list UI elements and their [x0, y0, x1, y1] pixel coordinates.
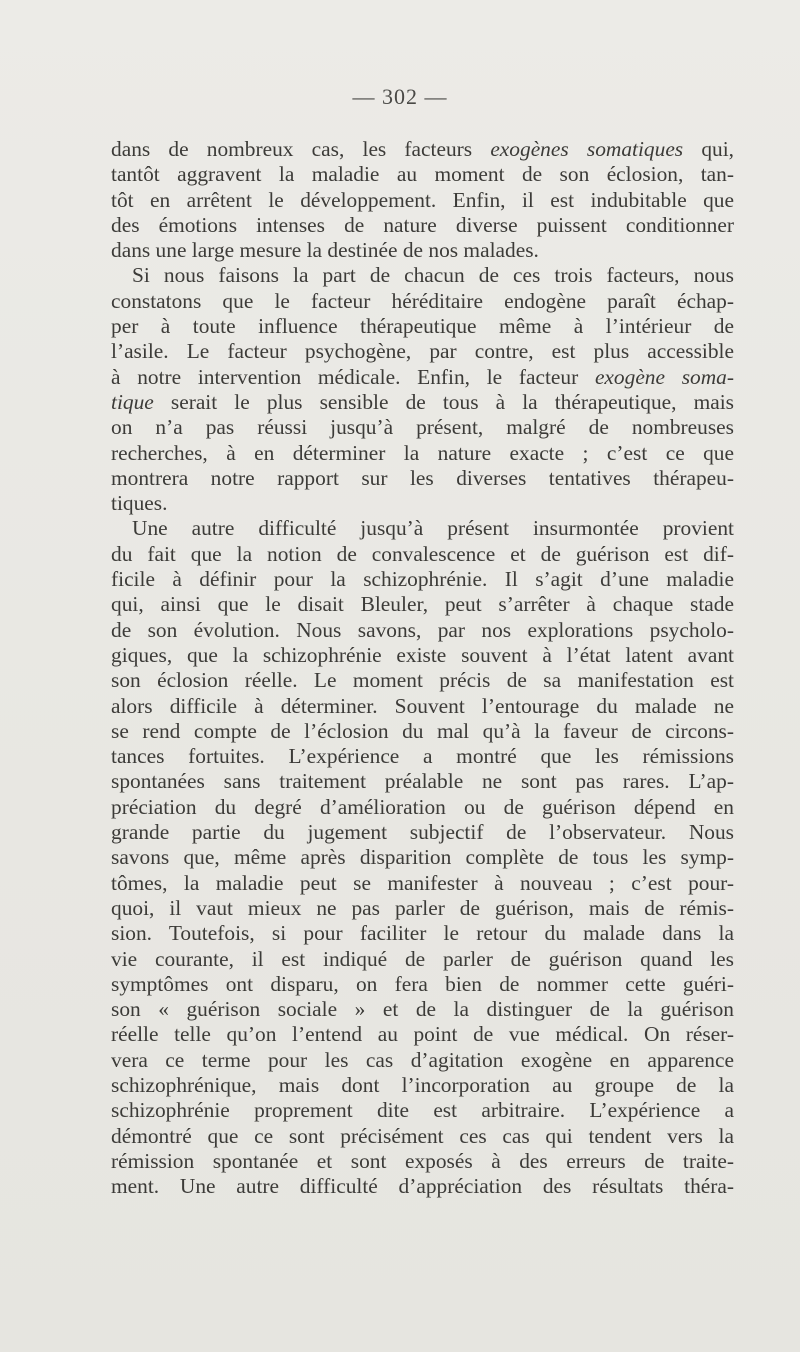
text-line: réelle telle qu’on l’entend au point de vue médical. On réser- [111, 1022, 734, 1047]
text-line: du fait que la notion de convalescence et de guérison est dif- [111, 541, 734, 566]
text-line: ment. Une autre difficulté d’appréciation des résultats théra- [111, 1174, 734, 1199]
paragraph [111, 516, 734, 1199]
text-line: qui, ainsi que le disait Bleuler, peut s’arrêter à chaque stade [111, 592, 734, 617]
text-line: à notre intervention médicale. Enfin, le facteur exogène soma- [111, 364, 734, 389]
text-line: ficile à définir pour la schizophrénie. Il s’agit d’une maladie [111, 567, 734, 592]
paragraph [111, 137, 734, 263]
text-line: rémission spontanée et sont exposés à des erreurs de traite- [111, 1148, 734, 1173]
text-line: on n’a pas réussi jusqu’à présent, malgré de nombreuses [111, 415, 734, 440]
text-line: Si nous faisons la part de chacun de ces trois facteurs, nous [132, 263, 734, 288]
text-line: dans une large mesure la destinée de nos malades. [111, 238, 539, 263]
text-line: montrera notre rapport sur les diverses tentatives thérapeu- [111, 465, 734, 490]
text-line: giques, que la schizophrénie existe souvent à l’état latent avant [111, 642, 734, 667]
text-line: constatons que le facteur héréditaire endogène paraît échap- [111, 288, 734, 313]
text-line: tique serait le plus sensible de tous à la thérapeutique, mais [111, 389, 734, 414]
italic-term: tique [111, 389, 154, 414]
text-line: tômes, la maladie peut se manifester à nouveau ; c’est pour- [111, 870, 734, 895]
italic-term: exogène soma- [594, 364, 734, 389]
text-line: schizophrénie proprement dite est arbitraire. L’expérience a [111, 1098, 734, 1123]
text-line: spontanées sans traitement préalable ne sont pas rares. L’ap- [111, 769, 734, 794]
text-line: son « guérison sociale » et de la distinguer de la guérison [111, 997, 734, 1022]
text-line: grande partie du jugement subjectif de l’observateur. Nous [111, 820, 734, 845]
text-line: tances fortuites. L’expérience a montré que les rémissions [111, 744, 734, 769]
text-line: de son évolution. Nous savons, par nos explorations psycholo- [111, 617, 734, 642]
text-line: tôt en arrêtent le développement. Enfin, il est indubitable que [111, 187, 734, 212]
text-line: son éclosion réelle. Le moment précis de sa manifestation est [111, 668, 734, 693]
text-line: tantôt aggravent la maladie au moment de son éclosion, tan- [111, 162, 734, 187]
text-line: per à toute influence thérapeutique même à l’intérieur de [111, 314, 734, 339]
italic-term: exogènes somatiques [490, 137, 684, 161]
text-line: Une autre difficulté jusqu’à présent insurmontée provient [132, 516, 734, 541]
text-line: se rend compte de l’éclosion du mal qu’à la faveur de circons- [111, 718, 734, 743]
text-line: savons que, même après disparition complète de tous les symp- [111, 845, 734, 870]
text-line: vie courante, il est indiqué de parler de guérison quand les [111, 946, 734, 971]
text-line: préciation du degré d’amélioration ou de guérison dépend en [111, 794, 734, 819]
page-number: — 302 — [352, 84, 448, 109]
text-line: quoi, il vaut mieux ne pas parler de guérison, mais de rémis- [111, 895, 734, 920]
text-line: symptômes ont disparu, on fera bien de nommer cette guéri- [111, 971, 734, 996]
text-line: tiques. [111, 491, 168, 516]
text-line: schizophrénique, mais dont l’incorporation au groupe de la [111, 1072, 734, 1097]
text-line: l’asile. Le facteur psychogène, par contre, est plus accessible [111, 339, 734, 364]
body-text [111, 137, 734, 1199]
text-line: démontré que ce sont précisément ces cas qui tendent vers la [111, 1123, 734, 1148]
text-line: dans de nombreux cas, les facteurs exogènes somatiques qui, [111, 137, 734, 161]
text-line: alors difficile à déterminer. Souvent l’entourage du malade ne [111, 693, 734, 718]
text-line: des émotions intenses de nature diverse puissent conditionner [111, 212, 734, 237]
text-line: vera ce terme pour les cas d’agitation exogène en apparence [111, 1047, 734, 1072]
text-line: recherches, à en déterminer la nature exacte ; c’est ce que [111, 440, 734, 465]
text-line: sion. Toutefois, si pour faciliter le retour du malade dans la [111, 921, 734, 946]
paragraph [111, 263, 734, 516]
